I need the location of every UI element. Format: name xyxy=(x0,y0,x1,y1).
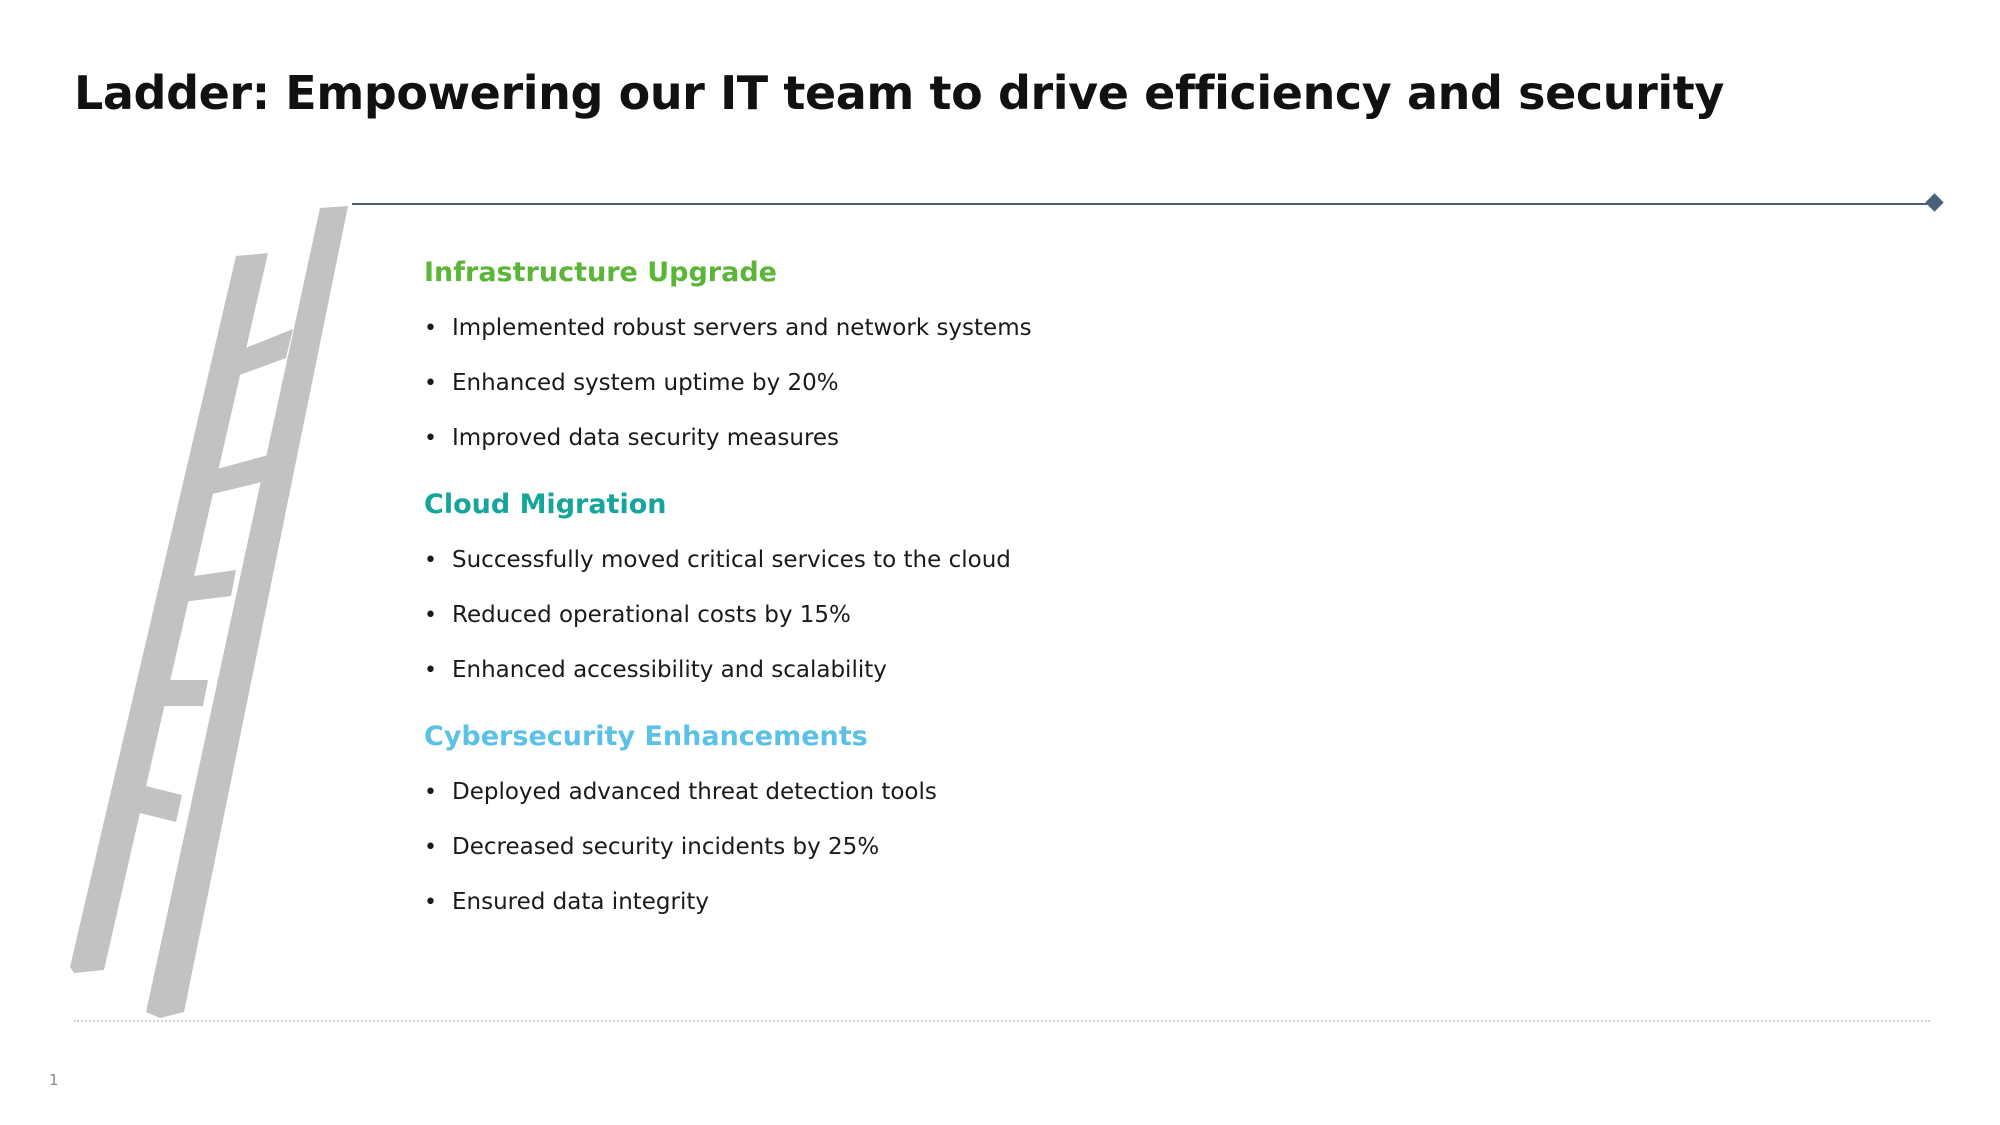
section-cybersecurity-enhancements xyxy=(424,717,1824,930)
ladder-rung xyxy=(136,785,182,822)
section-heading: Cloud Migration xyxy=(424,489,667,520)
bullet-list xyxy=(424,765,1824,930)
section-infrastructure-upgrade xyxy=(424,253,1824,466)
bullet-item xyxy=(424,588,1824,643)
ladder-icon xyxy=(68,200,368,1030)
bullet-item xyxy=(424,533,1824,588)
bullet-icon: • xyxy=(424,658,437,683)
bullet-icon: • xyxy=(424,780,437,805)
bullet-text: Enhanced accessibility and scalability xyxy=(452,657,887,683)
bullet-text: Successfully moved critical services to the cloud xyxy=(452,547,1011,573)
bullet-icon: • xyxy=(424,548,437,573)
bullet-icon: • xyxy=(424,371,437,396)
bullet-text: Implemented robust servers and network systems xyxy=(452,315,1032,341)
section-heading: Cybersecurity Enhancements xyxy=(424,721,868,752)
bullet-text: Deployed advanced threat detection tools xyxy=(452,779,937,805)
bullet-item xyxy=(424,875,1824,930)
bullet-item xyxy=(424,356,1824,411)
bullet-icon: • xyxy=(424,426,437,451)
page-number: 1 xyxy=(49,1071,59,1089)
bullet-text: Improved data security measures xyxy=(452,425,840,451)
bullet-text: Ensured data integrity xyxy=(452,889,710,915)
bullet-item xyxy=(424,643,1824,698)
bullet-text: Reduced operational costs by 15% xyxy=(452,602,851,628)
section-heading: Infrastructure Upgrade xyxy=(424,257,777,288)
diamond-icon xyxy=(1925,193,1943,211)
bullet-icon: • xyxy=(424,316,437,341)
bullet-icon: • xyxy=(424,890,437,915)
bullet-text: Enhanced system uptime by 20% xyxy=(452,370,839,396)
bullet-list xyxy=(424,533,1824,698)
bottom-divider xyxy=(74,1020,1930,1022)
bullet-icon: • xyxy=(424,603,437,628)
bullet-text: Decreased security incidents by 25% xyxy=(452,834,880,860)
ladder-rung xyxy=(160,680,208,706)
bullet-item xyxy=(424,301,1824,356)
bullet-item xyxy=(424,411,1824,466)
bullet-icon: • xyxy=(424,835,437,860)
timeline-line xyxy=(352,203,1937,205)
bullet-item xyxy=(424,820,1824,875)
section-cloud-migration xyxy=(424,485,1824,698)
slide-title: Ladder: Empowering our IT team to drive efficiency and security xyxy=(74,66,1724,120)
bullet-list xyxy=(424,301,1824,466)
bullet-item xyxy=(424,765,1824,820)
content-area xyxy=(424,253,1824,949)
